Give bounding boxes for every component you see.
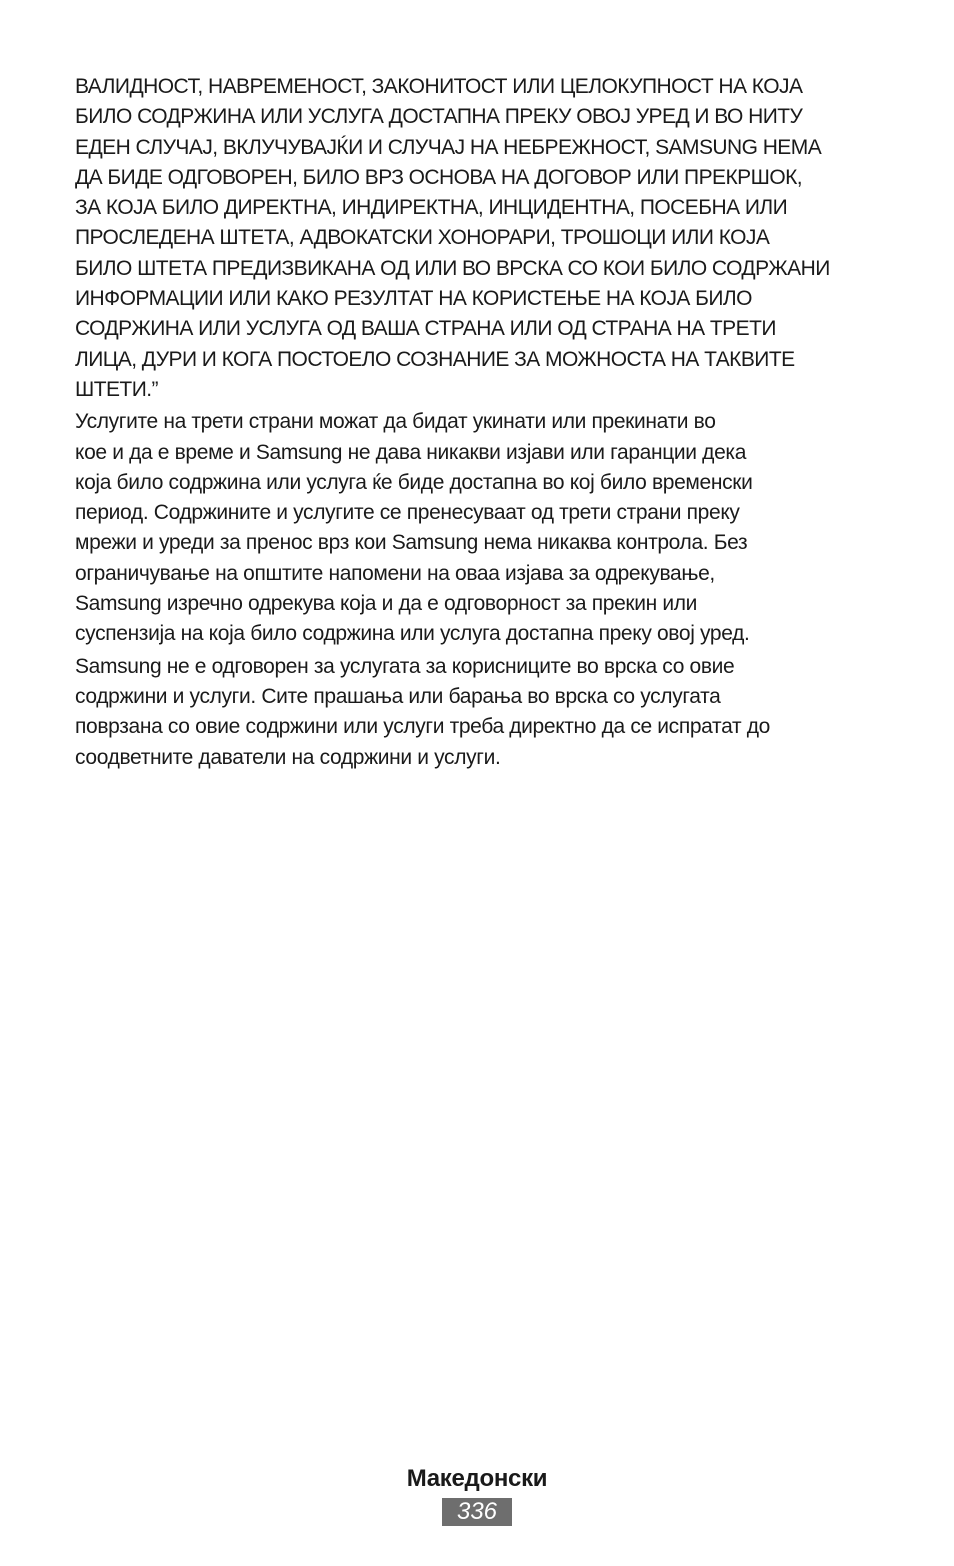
- customer-service-paragraph: Samsung не е одговорен за услугата за корисниците во врска со овие содржини и услуги. Сите прашања или барања во врска со услугата поврзана со овие содржини или услуги треба директно да се испратат до соодветните даватели на содржини и услуги.: [75, 654, 770, 769]
- page-number-badge: 336: [442, 1498, 512, 1526]
- disclaimer-paragraph-caps: ВАЛИДНОСТ, НАВРЕМЕНОСТ, ЗАКОНИТОСТ ИЛИ ЦЕЛОКУПНОСТ НА КОЈА БИЛО СОДРЖИНА ИЛИ УСЛУГА ДОСТАПНА ПРЕКУ ОВОЈ УРЕД И ВО НИТУ ЕДЕН СЛУЧАЈ, ВКЛУЧУВАЈЌИ И СЛУЧАЈ НА НЕБРЕЖНОСТ, SAMSUNG НЕМА ДА БИДЕ ОДГОВОРЕН, БИЛО ВРЗ ОСНОВА НА ДОГОВОР ИЛИ ПРЕКРШОК, ЗА КОЈА БИЛО ДИРЕКТНА, ИНДИРЕКТНА, ИНЦИДЕНТНА, ПОСЕБНА ИЛИ ПРОСЛЕДЕНА ШТЕТА, АДВОКАТСКИ ХОНОРАРИ, ТРОШОЦИ ИЛИ КОЈА БИЛО ШТЕТА ПРЕДИЗВИКАНА ОД ИЛИ ВО ВРСКА СО КОИ БИЛО СОДРЖАНИ ИНФОРМАЦИИ ИЛИ КАКО РЕЗУЛТАТ НА КОРИСТЕЊЕ НА КОЈА БИЛО СОДРЖИНА ИЛИ УСЛУГА ОД ВАША СТРАНА ИЛИ ОД СТРАНА НА ТРЕТИ ЛИЦА, ДУРИ И КОГА ПОСТОЕЛО СОЗНАНИЕ ЗА МОЖНОСТА НА ТАКВИТЕ ШТЕТИ.”: [75, 75, 830, 401]
- page-footer: [0, 1462, 954, 1526]
- document-body: [75, 72, 885, 775]
- third-party-services-paragraph: Услугите на трети страни можат да бидат укинати или прекинати во кое и да е време и Samsung не дава никакви изјави или гаранции дека која било содржина или услуга ќе биде достапна во кој било временски период. Содржините и услугите се пренесуваат од трети страни преку мрежи и уреди за пренос врз кои Samsung нема никаква контрола. Без ограничување на општите напомени на оваа изјава за одрекување, Samsung изречно одрекува која и да е одговорност за прекин или суспензија на која било содржина или услуга достапна преку овој уред.: [75, 410, 753, 646]
- language-label: Македонски: [406, 1465, 548, 1492]
